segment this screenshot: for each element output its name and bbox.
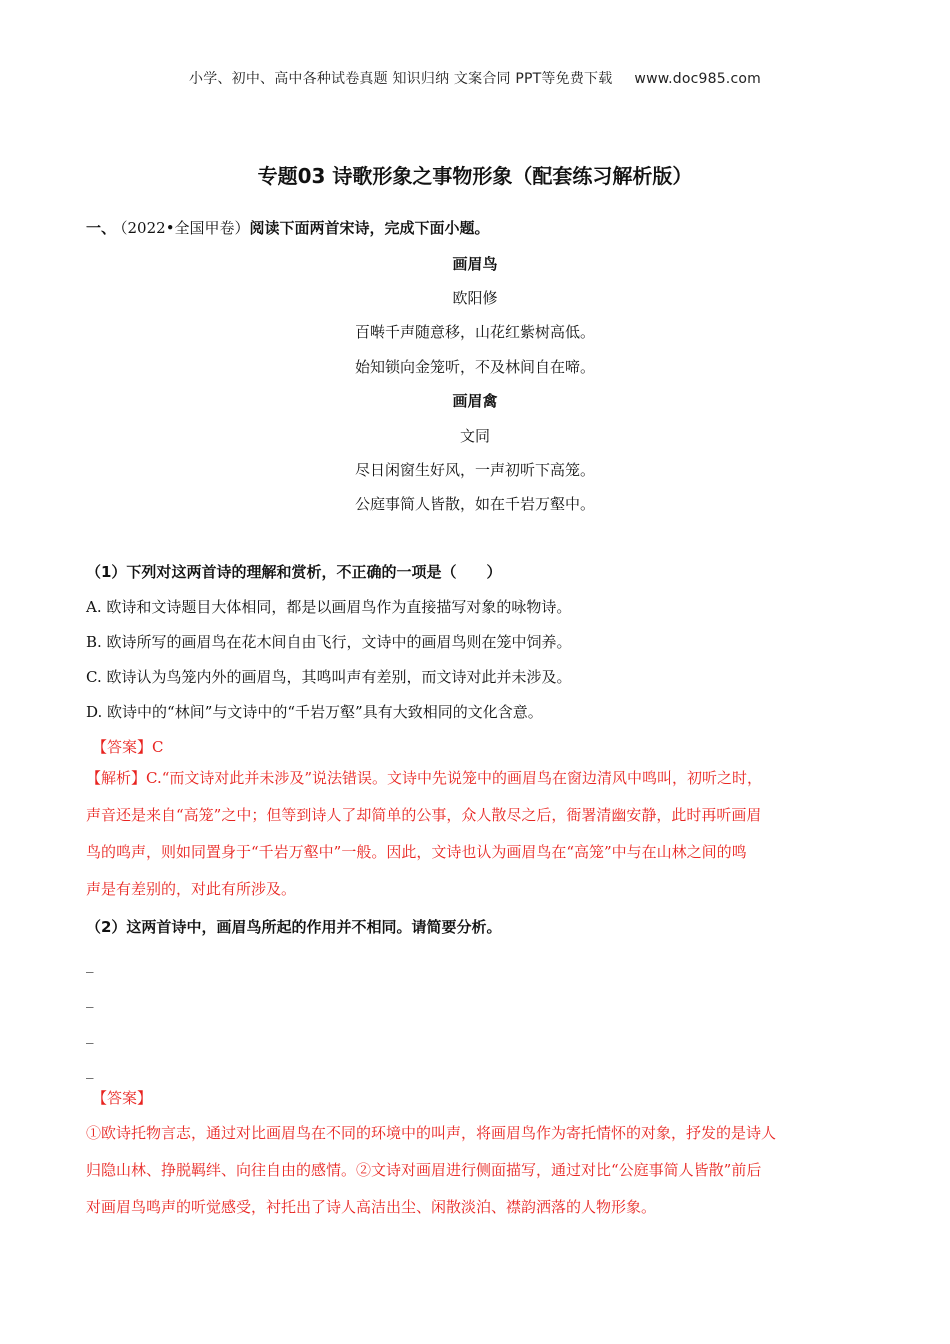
poem-1-line-2: 始知锁向金笼听，不及林间自在啼。: [354, 358, 595, 376]
analysis-line: 声是有差别的，对此有所涉及。: [86, 880, 297, 898]
answer-line: 对画眉鸟鸣声的听觉感受，衬托出了诗人高洁出尘、闲散淡泊、襟韵洒落的人物形象。: [86, 1198, 657, 1216]
sub1-analysis: [86, 760, 866, 908]
option-c: C. 欧诗认为鸟笼内外的画眉鸟，其鸣叫声有差别，而文诗对此并未涉及。: [86, 668, 572, 686]
question-number: 一、: [86, 219, 117, 237]
answer-blank[interactable]: _: [86, 1061, 94, 1079]
option-b: B. 欧诗所写的画眉鸟在花木间自由飞行，文诗中的画眉鸟则在笼中饲养。: [86, 633, 572, 651]
sub2-answer-label: 【答案】: [92, 1089, 153, 1107]
poem-2-line-1: 尽日闲窗生好风，一声初听下高笼。: [354, 461, 595, 479]
poem-1-line-1: 百啭千声随意移，山花红紫树高低。: [354, 323, 595, 341]
sub2-answer: [86, 1115, 866, 1226]
answer-blank[interactable]: _: [86, 955, 94, 973]
header-url[interactable]: www.doc985.com: [634, 71, 761, 87]
answer-line: ①欧诗托物言志，通过对比画眉鸟在不同的环境中的叫声，将画眉鸟作为寄托情怀的对象，抒发的是诗人: [86, 1124, 777, 1142]
header-text: 小学、初中、高中各种试卷真题 知识归纳 文案合同 PPT等免费下载: [189, 71, 613, 87]
page-header: [0, 68, 950, 88]
poem-2-author: 文同: [459, 427, 490, 445]
page-title: 专题03 诗歌形象之事物形象（配套练习解析版）: [257, 164, 693, 188]
poem-2-line-2: 公庭事简人皆散，如在千岩万壑中。: [354, 495, 595, 513]
question-instruction: 阅读下面两首宋诗，完成下面小题。: [249, 219, 490, 237]
analysis-line: 【解析】C.“而文诗对此并未涉及”说法错误。文诗中先说笼中的画眉鸟在窗边清风中鸣叫，初听之时，: [86, 769, 763, 787]
analysis-line: 鸟的鸣声，则如同置身于“千岩万壑中”一般。因此，文诗也认为画眉鸟在“高笼”中与在山林之间的鸣: [86, 843, 747, 861]
answer-line: 归隐山林、挣脱羁绊、向往自由的感情。②文诗对画眉进行侧面描写，通过对比“公庭事简人皆散”前后: [86, 1161, 762, 1179]
sub2-prompt: （2）这两首诗中，画眉鸟所起的作用并不相同。请简要分析。: [86, 918, 502, 936]
sub1-answer: 【答案】C: [92, 738, 164, 756]
answer-blank[interactable]: _: [86, 1026, 94, 1044]
poem-1-title: 画眉鸟: [452, 255, 498, 273]
question-source: （2022•全国甲卷）: [120, 219, 250, 237]
option-a: A. 欧诗和文诗题目大体相同，都是以画眉鸟作为直接描写对象的咏物诗。: [86, 598, 572, 616]
question-heading: [86, 218, 866, 238]
option-d: D. 欧诗中的“林间”与文诗中的“千岩万壑”具有大致相同的文化含意。: [86, 703, 543, 721]
sub1-prompt: （1）下列对这两首诗的理解和赏析，不正确的一项是（ ）: [86, 563, 502, 581]
analysis-line: 声音还是来自“高笼”之中；但等到诗人了却简单的公事，众人散尽之后，衙署清幽安静，此时再听画眉: [86, 806, 762, 824]
poem-2-title: 画眉禽: [452, 392, 498, 410]
answer-blank[interactable]: _: [86, 990, 94, 1008]
poem-1-author: 欧阳修: [452, 289, 498, 307]
